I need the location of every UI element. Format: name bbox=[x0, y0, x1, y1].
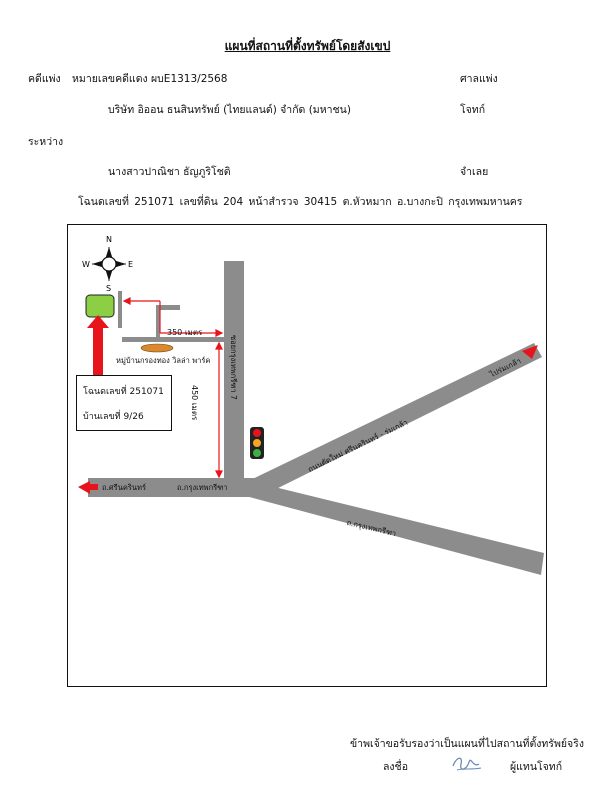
to-romklao-label: ไปร่มเกล้า bbox=[488, 356, 523, 379]
court-name: ศาลแพ่ง bbox=[460, 73, 498, 85]
traffic-light-icon bbox=[250, 427, 264, 459]
signature-icon bbox=[449, 752, 485, 776]
lane-stub-vertical bbox=[156, 305, 160, 337]
village-label: หมู่บ้านกรองทอง วิลล่า พาร์ค bbox=[116, 356, 211, 365]
between-label: ระหว่าง bbox=[28, 136, 64, 148]
krungthep-kreetha-left-label: ถ.กรุงเทพกรีฑา bbox=[177, 483, 228, 492]
compass-icon bbox=[92, 247, 126, 281]
case-number: หมายเลขคดีแดง ผบE1313/2568 bbox=[72, 73, 228, 85]
compass-e: E bbox=[128, 260, 134, 269]
compass-s: S bbox=[106, 284, 112, 293]
location-map bbox=[67, 224, 547, 687]
krungthep-kreetha-lower-label: ถ.กรุงเทพกรีฑา bbox=[345, 517, 398, 539]
soi-label: ซอยกรุงเทพกรีฑา 7 bbox=[229, 335, 238, 400]
defendant-role: จำเลย bbox=[460, 166, 489, 178]
info-deed: โฉนดเลขที่ 251071 bbox=[83, 387, 164, 397]
map-drawing bbox=[68, 225, 546, 686]
to-srinakarin-label: ถ.ศรีนครินทร์ bbox=[102, 483, 146, 492]
compass-w: W bbox=[82, 260, 90, 269]
motorway-label: ถนนตัดใหม่ ศรีนครินทร์ - ร่มเกล้า bbox=[306, 417, 410, 474]
plaintiff-role: โจทก์ bbox=[460, 104, 486, 116]
property-icon bbox=[86, 295, 114, 317]
info-house: บ้านเลขที่ 9/26 bbox=[83, 412, 144, 422]
certify-text: ข้าพเจ้าขอรับรองว่าเป็นแผนที่ไปสถานที่ตั้งทรัพย์จริง bbox=[350, 738, 584, 750]
sign-label: ลงชื่อ bbox=[383, 761, 408, 773]
compass-n: N bbox=[106, 235, 112, 244]
distance-horizontal: 350 เมตร bbox=[167, 328, 203, 337]
up-arrow-icon bbox=[87, 315, 109, 375]
property-info-box bbox=[76, 375, 172, 431]
village-marker-icon bbox=[141, 344, 173, 352]
plaintiff-name: บริษัท อิออน ธนสินทรัพย์ (ไทยแลนด์) จำกัด (มหาชน) bbox=[108, 104, 351, 116]
page-title: แผนที่สถานที่ตั้งทรัพย์โดยสังเขป bbox=[224, 39, 391, 53]
left-arrow-icon bbox=[78, 481, 90, 494]
deed-line: โฉนดเลขที่ 251071 เลขที่ดิน 204 หน้าสำรวจ 30415 ต.หัวหมาก อ.บางกะปิ กรุงเทพมหานคร bbox=[78, 196, 523, 208]
case-label: คดีแพ่ง bbox=[28, 73, 61, 85]
defendant-name: นางสาวปาณิชา ธัญภูริโชติ bbox=[108, 166, 231, 178]
property-gate-bar bbox=[118, 291, 122, 328]
distance-vertical: 450 เมตร bbox=[190, 385, 199, 421]
signer-role: ผู้แทนโจทก์ bbox=[510, 761, 563, 773]
